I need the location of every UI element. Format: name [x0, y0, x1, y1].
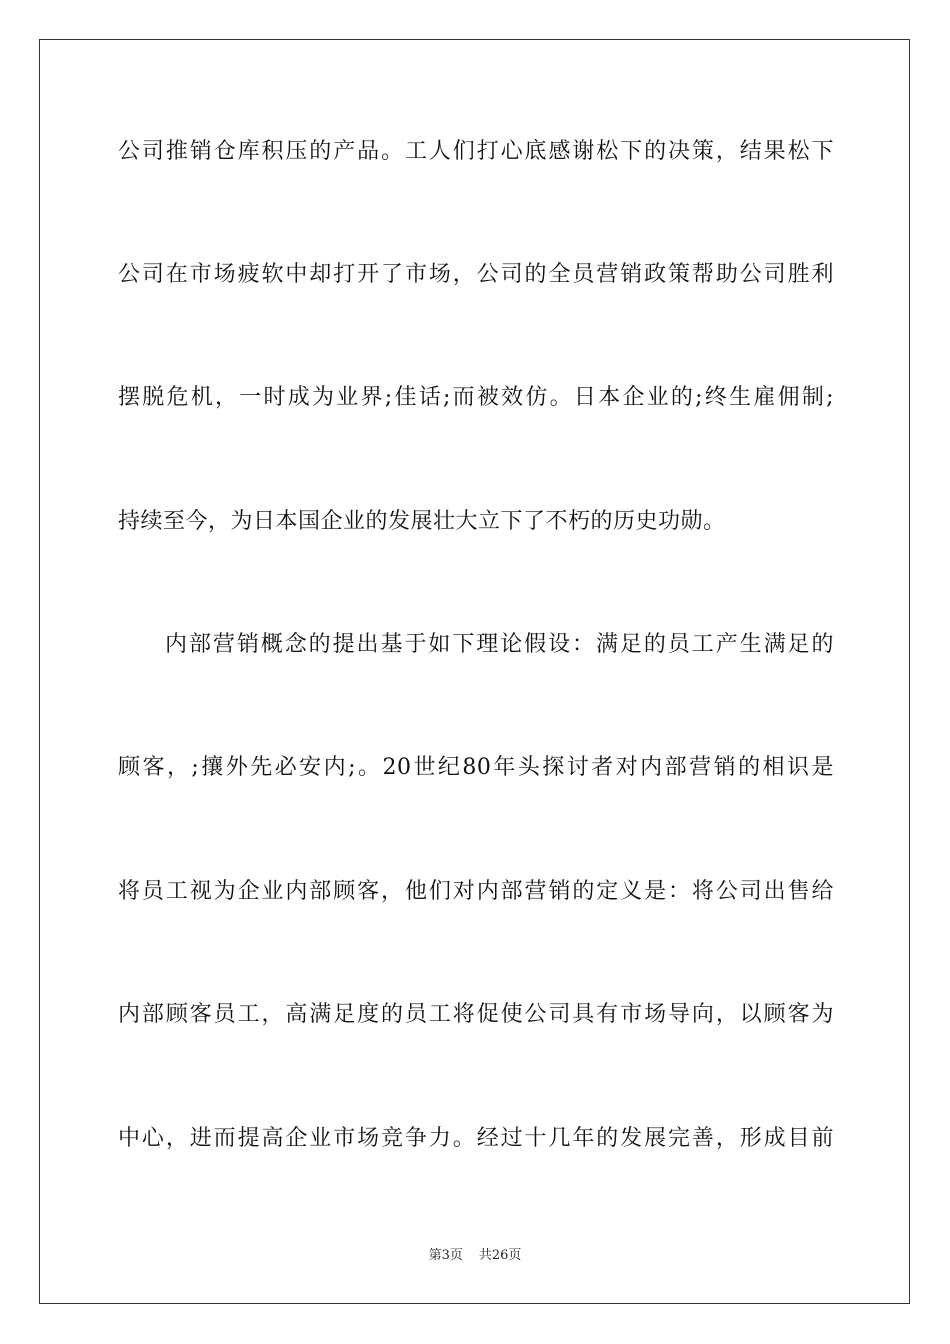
body-text-line: 顾客，;攘外先必安内;。20世纪80年头探讨者对内部营销的相识是 — [118, 755, 834, 780]
body-text-line: 内部顾客员工，高满足度的员工将促使公司具有市场导向，以顾客为 — [118, 1002, 834, 1027]
body-text-line: 公司推销仓库积压的产品。工人们打心底感谢松下的决策，结果松下 — [118, 139, 834, 164]
page-footer — [0, 1247, 950, 1265]
paragraph-first-line: 内部营销概念的提出基于如下理论假设：满足的员工产生满足的 — [165, 632, 834, 657]
body-text-line: 持续至今，为日本国企业的发展壮大立下了不朽的历史功勋。 — [118, 509, 726, 534]
page-number: 第3页 — [428, 1248, 463, 1263]
body-text-line: 公司在市场疲软中却打开了市场，公司的全员营销政策帮助公司胜利 — [118, 262, 834, 287]
body-text-line: 将员工视为企业内部顾客，他们对内部营销的定义是：将公司出售给 — [118, 879, 834, 904]
page-total: 共26页 — [478, 1248, 522, 1263]
body-text-line: 摆脱危机，一时成为业界;佳话;而被效仿。日本企业的;终生雇佣制; — [118, 385, 834, 410]
body-text-line: 中心，进而提高企业市场竞争力。经过十几年的发展完善，形成目前 — [118, 1126, 834, 1151]
page-border — [39, 39, 910, 1304]
